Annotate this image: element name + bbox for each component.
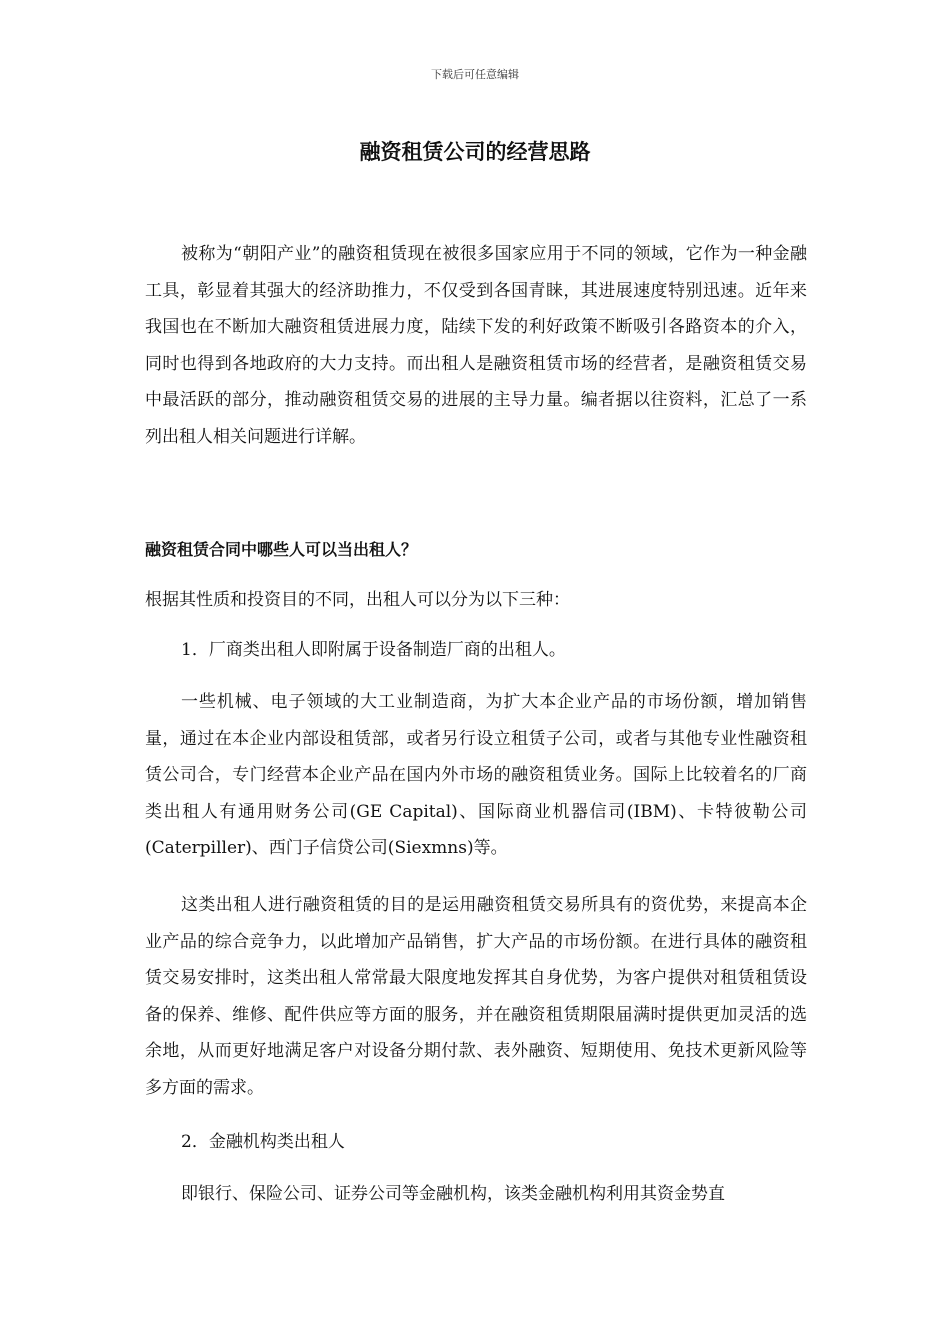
list-item-2-title: 2．金融机构类出租人 bbox=[181, 1132, 345, 1152]
document-title: 融资租赁公司的经营思路 bbox=[359, 140, 591, 164]
item1-paragraph-1: 一些机械、电子领域的大工业制造商，为扩大本企业产品的市场份额，增加销售量，通过在本企业内部设租赁部，或者另行设立租赁子公司，或者与其他专业性融资租赁公司合，专门经营本企业产品在国内外市场的融资租赁业务。国际上比较着名的厂商类出租人有通用财务公司(GE Capital)、国际商业机器信司(IBM)、卡特彼勒公司(Caterpiller)、西门子信贷公司(Siexmns)等。 bbox=[145, 692, 807, 858]
header-note: 下载后可任意编辑 bbox=[431, 68, 519, 81]
list-item-1-title: 1．厂商类出租人即附属于设备制造厂商的出租人。 bbox=[181, 640, 566, 660]
item1-paragraph-2: 这类出租人进行融资租赁的目的是运用融资租赁交易所具有的资优势，来提高本企业产品的综合竞争力，以此增加产品销售，扩大产品的市场份额。在进行具体的融资租赁交易安排时，这类出租人常常最大限度地发挥其自身优势，为客户提供对租赁租赁设备的保养、维修、配件供应等方面的服务，并在融资租赁期限届满时提供更加灵活的选余地，从而更好地满足客户对设备分期付款、表外融资、短期使用、免技术更新风险等多方面的需求。 bbox=[145, 895, 807, 1098]
item2-paragraph-1: 即银行、保险公司、证券公司等金融机构，该类金融机构利用其资金势直 bbox=[181, 1184, 725, 1204]
section-heading: 融资租赁合同中哪些人可以当出租人？ bbox=[145, 540, 418, 559]
section-lead: 根据其性质和投资目的不同，出租人可以分为以下三种： bbox=[145, 590, 570, 610]
intro-paragraph: 被称为“朝阳产业”的融资租赁现在被很多国家应用于不同的领域，它作为一种金融工具，彰显着其强大的经济助推力，不仅受到各国青睐，其进展速度特别迅速。近年来我国也在不断加大融资租赁进展力度，陆续下发的利好政策不断吸引各路资本的介入，同时也得到各地政府的大力支持。而出租人是融资租赁市场的经营者，是融资租赁交易中最活跃的部分，推动融资租赁交易的进展的主导力量。编者据以往资料，汇总了一系列出租人相关问题进行详解。 bbox=[145, 244, 807, 447]
